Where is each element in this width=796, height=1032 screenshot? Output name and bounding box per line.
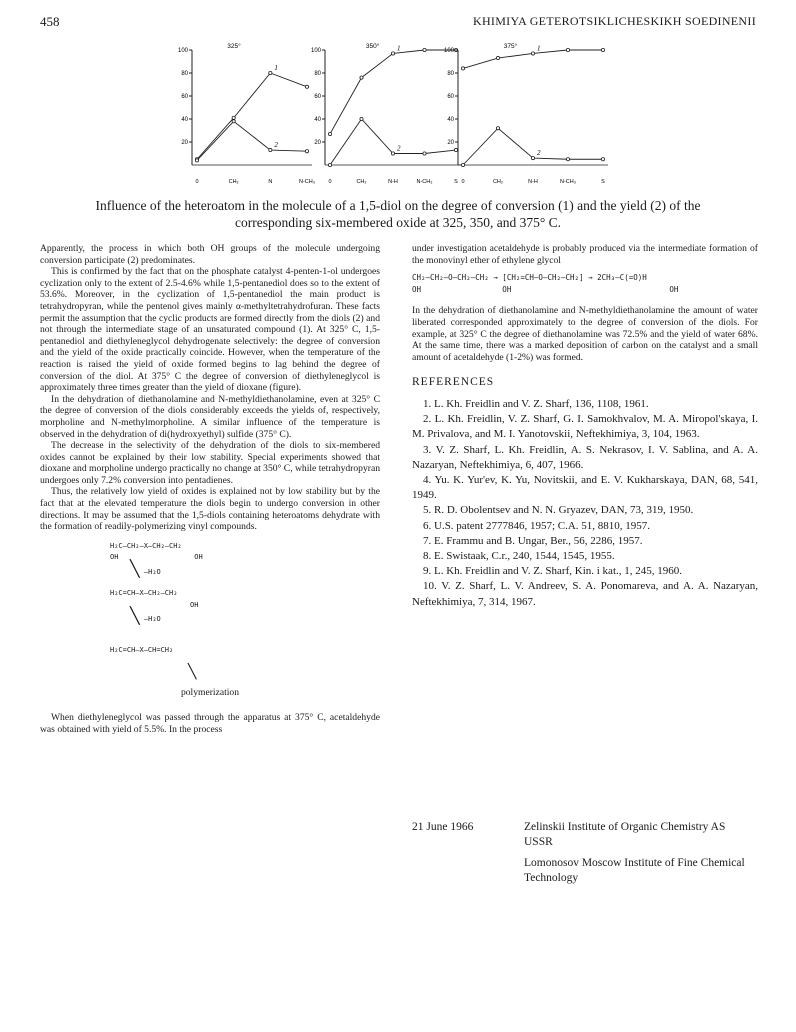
x-tick-label: S bbox=[454, 179, 458, 185]
arrow-icon: ╲ bbox=[130, 561, 140, 579]
y-tick-label: 60 bbox=[314, 94, 321, 100]
arrow-icon: ╲ bbox=[130, 608, 140, 626]
y-tick-label: 80 bbox=[447, 71, 454, 77]
panel-temperature-label: 325° bbox=[227, 43, 241, 50]
data-point bbox=[423, 48, 426, 51]
series-label: 1 bbox=[274, 64, 278, 72]
paragraph: The decrease in the selectivity of the dehydration of the diols to six-membered oxides cannot be explained by their low stability. Special experiments showed that dioxane and morpholine undergo practically no change at 350° C, while tetrahydropyran undergoes only 7.2% conversion into pentadienes. bbox=[40, 440, 380, 486]
scheme-step bbox=[130, 561, 380, 582]
journal-title: KHIMIYA GETEROTSIKLICHESKIKH SOEDINENII bbox=[472, 14, 756, 28]
x-tick-label: CH₂ bbox=[492, 179, 504, 185]
series-line-1 bbox=[197, 73, 307, 159]
scheme-formula: H₂C=CH—X—CH=CH₂ bbox=[110, 646, 174, 655]
data-point bbox=[531, 52, 534, 55]
x-tick-label: N-CH₃ bbox=[416, 179, 433, 185]
data-point bbox=[269, 71, 272, 74]
y-tick-label: 80 bbox=[181, 71, 188, 77]
figure-caption: Influence of the heteroatom in the molecule of a 1,5-diol on the degree of conversion (1) and the yield (2) of the corresponding six-membered oxide at 325, 350, and 375° C. bbox=[95, 198, 701, 230]
page-number: 458 bbox=[40, 14, 60, 29]
reaction-scheme bbox=[40, 541, 380, 699]
series-label: 1 bbox=[397, 44, 401, 53]
y-tick-label: 40 bbox=[314, 117, 321, 123]
reference-item: 8. E. Swistaak, C.r., 240, 1544, 1545, 1955. bbox=[423, 549, 615, 562]
references-heading: REFERENCES bbox=[412, 376, 495, 389]
data-point bbox=[566, 48, 569, 51]
data-point bbox=[601, 48, 604, 51]
series-line-2 bbox=[330, 119, 456, 165]
data-point bbox=[391, 52, 394, 55]
data-point bbox=[461, 163, 464, 166]
paragraph: This is confirmed by the fact that on the phosphate catalyst 4-penten-1-ol undergoes cyclization only to the extent of 2.5-4.6% while 1,5-pentanediol does so to the extent of 53.6%. Moreover, in the cyclization of 1,5-pentanediol the main product is tetrahydropyran, while the pentenol gives mainly α-methyltetrahydrofuran. These facts permit the assumption that the cyclic products are formed directly from the diols (2) and not through the intermediate stage of an unsaturated compound (1). At 325° C, 1,5-pentanediol and diethyleneglycol dehydrogenate selectively: the degree of conversion and the yield of the oxide practically coincide. However, when the temperature of the reaction is raised the yield of oxide formed begins to lag behind the degree of conversion of the diol. At 375° C the degree of conversion of diethyleneglycol is approximately three times greater than the yield of dioxane (figure). bbox=[40, 266, 380, 394]
scheme-formula: H₂C—CH₂—X—CH₂—CH₂ bbox=[110, 541, 182, 550]
left-column bbox=[40, 243, 380, 736]
x-tick-label: N bbox=[268, 179, 273, 185]
scheme-step bbox=[188, 664, 380, 685]
data-point bbox=[601, 158, 604, 161]
data-point bbox=[360, 76, 363, 79]
y-tick-label: 60 bbox=[447, 94, 454, 100]
panel-temperature-label: 350° bbox=[365, 43, 380, 50]
data-point bbox=[531, 157, 534, 160]
x-tick-label: N-CH₃ bbox=[299, 179, 315, 185]
series-label: 2 bbox=[537, 149, 541, 158]
equation-formula: OH OH OH bbox=[412, 284, 679, 294]
x-tick-label: N-CH₃ bbox=[560, 179, 576, 185]
panel-temperature-label: 375° bbox=[503, 43, 518, 50]
data-point bbox=[360, 117, 363, 120]
series-label: 2 bbox=[397, 144, 401, 153]
x-tick-label: 0 bbox=[328, 179, 332, 185]
data-point bbox=[328, 163, 331, 166]
right-column bbox=[412, 243, 758, 610]
references-list bbox=[412, 397, 758, 610]
acetaldehyde-equation bbox=[412, 272, 758, 295]
data-point bbox=[232, 120, 235, 123]
data-point bbox=[391, 152, 394, 155]
y-tick-label: 20 bbox=[314, 140, 321, 146]
x-tick-label: N-H bbox=[528, 179, 538, 185]
y-tick-label: 40 bbox=[181, 117, 188, 123]
reference-item: 4. Yu. K. Yur'ev, K. Yu, Novitskii, and E. V. Kukharskaya, DAN, 68, 541, 1949. bbox=[412, 473, 758, 502]
paragraph: When diethyleneglycol was passed through the apparatus at 375° C, acetaldehyde was obtained with yield of 5.5%. In the process bbox=[40, 712, 380, 735]
y-tick-label: 20 bbox=[447, 140, 454, 146]
y-tick-label: 100 bbox=[177, 48, 188, 54]
x-tick-label: CH₂ bbox=[356, 179, 367, 185]
reference-item: 1. L. Kh. Freidlin and V. Z. Sharf, 136, 1108, 1961. bbox=[423, 397, 649, 410]
scheme-formula: H₂C=CH—X—CH₂—CH₂ bbox=[110, 589, 178, 598]
x-tick-label: 0 bbox=[461, 179, 465, 185]
reference-item: 9. L. Kh. Freidlin and V. Z. Sharf, Kin. i kat., 1, 245, 1960. bbox=[423, 565, 682, 578]
data-point bbox=[328, 132, 331, 135]
scheme-formula: OH OH bbox=[110, 553, 203, 562]
scheme-formula: OH bbox=[190, 600, 199, 609]
series-label: 1 bbox=[537, 44, 541, 53]
x-tick-label: N-H bbox=[388, 179, 398, 185]
series-line-1 bbox=[330, 50, 456, 134]
y-tick-label: 100 bbox=[443, 48, 454, 54]
paragraph: Apparently, the process in which both OH groups of the molecule undergoing conversion participate (2) predominates. bbox=[40, 243, 380, 266]
institute-name: Zelinskii Institute of Organic Chemistry AS USSR bbox=[524, 821, 726, 848]
reference-item: 5. R. D. Obolentsev and N. N. Gryazev, DAN, 73, 319, 1950. bbox=[423, 504, 694, 517]
paragraph: under investigation acetaldehyde is probably produced via the intermediate formation of the monovinyl ether of ethylene glycol bbox=[412, 243, 758, 266]
reference-item: 3. V. Z. Sharf, L. Kh. Freidlin, A. S. Nekrasov, I. V. Sablina, and A. A. Nazaryan, Neftekhimiya, 6, 407, 1966. bbox=[412, 443, 758, 471]
series-label: 2 bbox=[274, 141, 278, 150]
reference-item: 2. L. Kh. Freidlin, V. Z. Sharf, G. I. Samokhvalov, M. A. Miropol'skaya, I. M. Privalova, and M. I. Yanotovskii, Neftekhimiya, 3, 104, 1963. bbox=[412, 413, 758, 441]
data-point bbox=[305, 150, 308, 153]
y-tick-label: 80 bbox=[314, 71, 321, 77]
reference-item: 6. U.S. patent 2777846, 1957; C.A. 51, 8810, 1957. bbox=[423, 519, 651, 532]
scheme-step-label: —H₂O bbox=[143, 568, 161, 577]
data-point bbox=[423, 152, 426, 155]
x-tick-label: 0 bbox=[195, 179, 199, 185]
y-tick-label: 20 bbox=[181, 140, 188, 146]
scheme-step bbox=[130, 608, 380, 629]
reference-item: 10. V. Z. Sharf, L. V. Andreev, S. A. Ponomareva, and A. A. Nazaryan, Neftekhimiya, 7, 314, 1967. bbox=[412, 580, 758, 608]
arrow-icon: ╲ bbox=[188, 664, 197, 680]
scheme-step-label: —H₂O bbox=[143, 615, 161, 624]
y-tick-label: 60 bbox=[181, 94, 188, 100]
data-point bbox=[566, 158, 569, 161]
equation-formula: CH₂—CH₂—O—CH₂—CH₂ → [CH₂=CH—O—CH₂—CH₂] → 2CH₃—C(=O)H bbox=[412, 273, 647, 283]
data-point bbox=[496, 127, 499, 130]
x-tick-label: CH₂ bbox=[228, 179, 239, 185]
data-point bbox=[305, 85, 308, 88]
paragraph: In the dehydration of diethanolamine and N-methyldiethanolamine the amount of water liberated corresponded approximately to the degree of conversion of the diols. For example, at 325° C the degree of diethanolamine was 72.5% and the yield of water 68%. At the same time, there was a marked deposition of carbon on the catalyst and a small amount of acetaldehyde (1-2%) was formed. bbox=[412, 305, 758, 363]
paragraph: Thus, the relatively low yield of oxides is explained not by low stability but by the fact that at the elevated temperature the diols begin to undergo conversion in other directions. It may be assumed that the 1,5-diols containing heteroatoms dehydrate with the formation of readily-polymerizing vinyl compounds. bbox=[40, 486, 380, 533]
paragraph: In the dehydration of diethanolamine and N-methyldiethanolamine, even at 325° C the degree of conversion of the diols considerably exceeds the yields of, respectively, morpholine and N-methylmorpholine. A similar influence of the temperature is observed in the dehydration of di(hydroxyethyl) sulfide (375° C). bbox=[40, 393, 380, 440]
institute-name: Lomonosov Moscow Institute of Fine Chemical Technology bbox=[524, 857, 745, 884]
data-point bbox=[232, 116, 235, 119]
y-tick-label: 40 bbox=[447, 117, 454, 123]
y-tick-label: 100 bbox=[310, 48, 321, 54]
conversion-chart bbox=[40, 40, 756, 190]
reference-item: 7. E. Frammu and B. Ungar, Ber., 56, 2286, 1957. bbox=[423, 534, 643, 547]
received-date: 21 June 1966 bbox=[412, 821, 474, 833]
x-tick-label: S bbox=[601, 179, 605, 185]
data-point bbox=[496, 56, 499, 59]
data-point bbox=[269, 148, 272, 151]
scheme-product: polymerization bbox=[180, 686, 240, 698]
data-point bbox=[461, 67, 464, 70]
data-point bbox=[195, 159, 198, 162]
data-point bbox=[454, 148, 457, 151]
